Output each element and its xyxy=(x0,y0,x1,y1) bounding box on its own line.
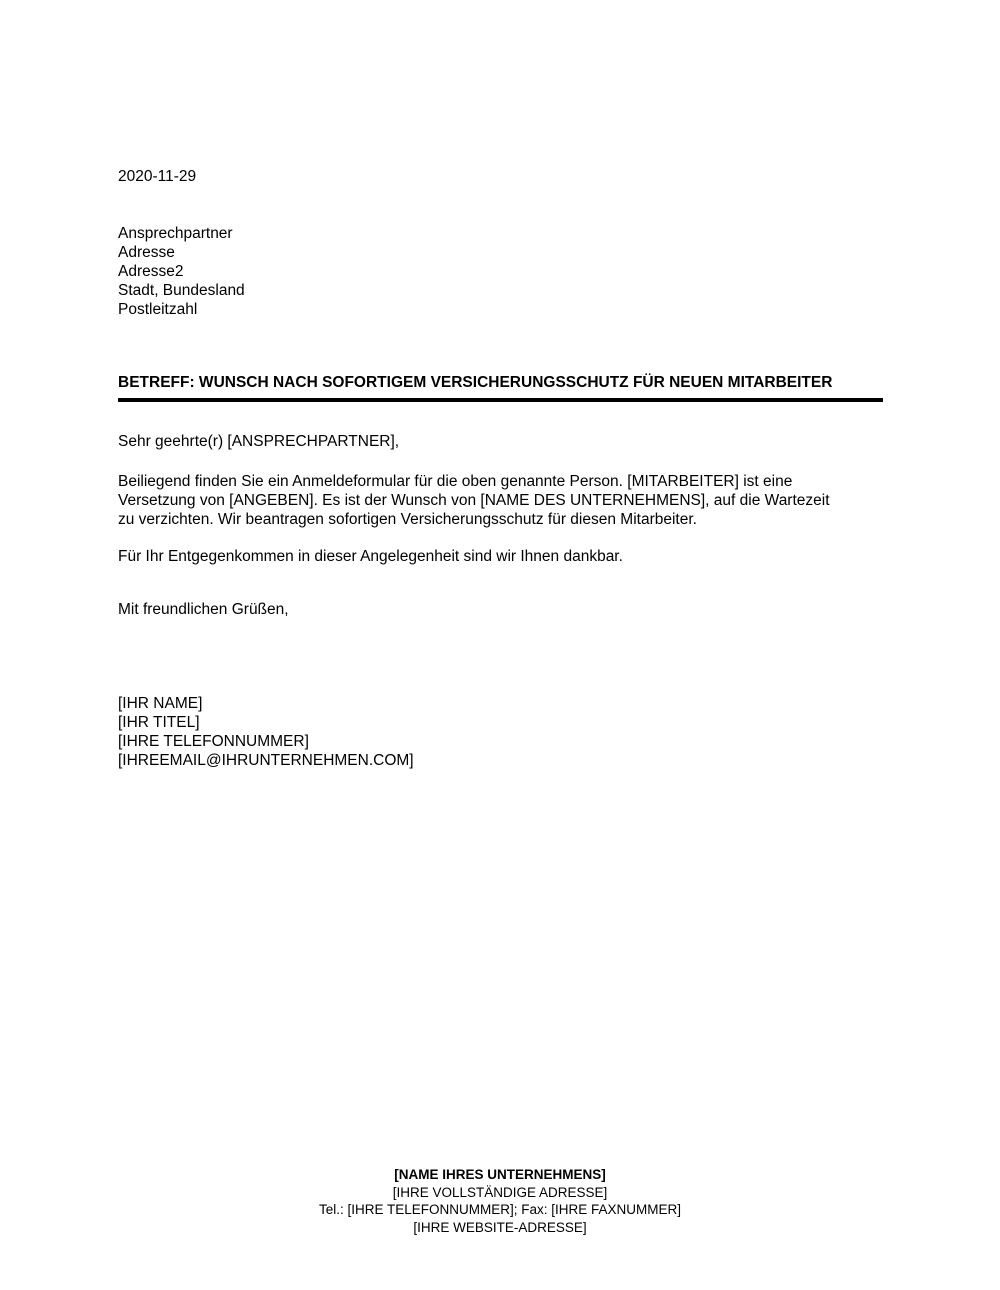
recipient-address-line-1: Adresse xyxy=(118,244,175,261)
sender-name: [IHR NAME] xyxy=(118,695,203,712)
body-paragraph-1-line-2: Versetzung von [ANGEBEN]. Es ist der Wunsch von [NAME DES UNTERNEHMENS], auf die Wartezeit xyxy=(118,492,830,509)
footer-website: [IHRE WEBSITE-ADRESSE] xyxy=(413,1219,587,1235)
subject-line: BETREFF: WUNSCH NACH SOFORTIGEM VERSICHERUNGSSCHUTZ FÜR NEUEN MITARBEITER xyxy=(118,374,883,402)
closing: Mit freundlichen Grüßen, xyxy=(118,601,289,618)
letter-date: 2020-11-29 xyxy=(118,168,197,185)
body-paragraph-2: Für Ihr Entgegenkommen in dieser Angelegenheit sind wir Ihnen dankbar. xyxy=(118,548,623,565)
signature-block xyxy=(118,694,414,770)
sender-phone: [IHRE TELEFONNUMMER] xyxy=(118,733,309,750)
body-paragraph-1-line-1: Beiliegend finden Sie ein Anmeldeformular für die oben genannte Person. [MITARBEITER] ist eine xyxy=(118,473,793,490)
footer-company-name: [NAME IHRES UNTERNEHMENS] xyxy=(394,1167,606,1182)
body-paragraph-1 xyxy=(118,472,830,529)
body-paragraph-1-line-3: zu verzichten. Wir beantragen sofortigen Versicherungsschutz für diesen Mitarbeiter. xyxy=(118,511,697,528)
recipient-postal-code: Postleitzahl xyxy=(118,301,198,318)
company-footer xyxy=(0,1166,1000,1236)
salutation: Sehr geehrte(r) [ANSPRECHPARTNER], xyxy=(118,433,400,450)
recipient-address-line-2: Adresse2 xyxy=(118,263,184,280)
footer-company-address: [IHRE VOLLSTÄNDIGE ADRESSE] xyxy=(392,1184,608,1200)
recipient-contact-name: Ansprechpartner xyxy=(118,225,233,242)
sender-title: [IHR TITEL] xyxy=(118,714,200,731)
recipient-city-state: Stadt, Bundesland xyxy=(118,282,245,299)
recipient-address-block xyxy=(118,224,245,319)
footer-phone-fax: Tel.: [IHRE TELEFONNUMMER]; Fax: [IHRE FAXNUMMER] xyxy=(318,1202,682,1217)
sender-email: [IHREEMAIL@IHRUNTERNEHMEN.COM] xyxy=(118,752,414,769)
